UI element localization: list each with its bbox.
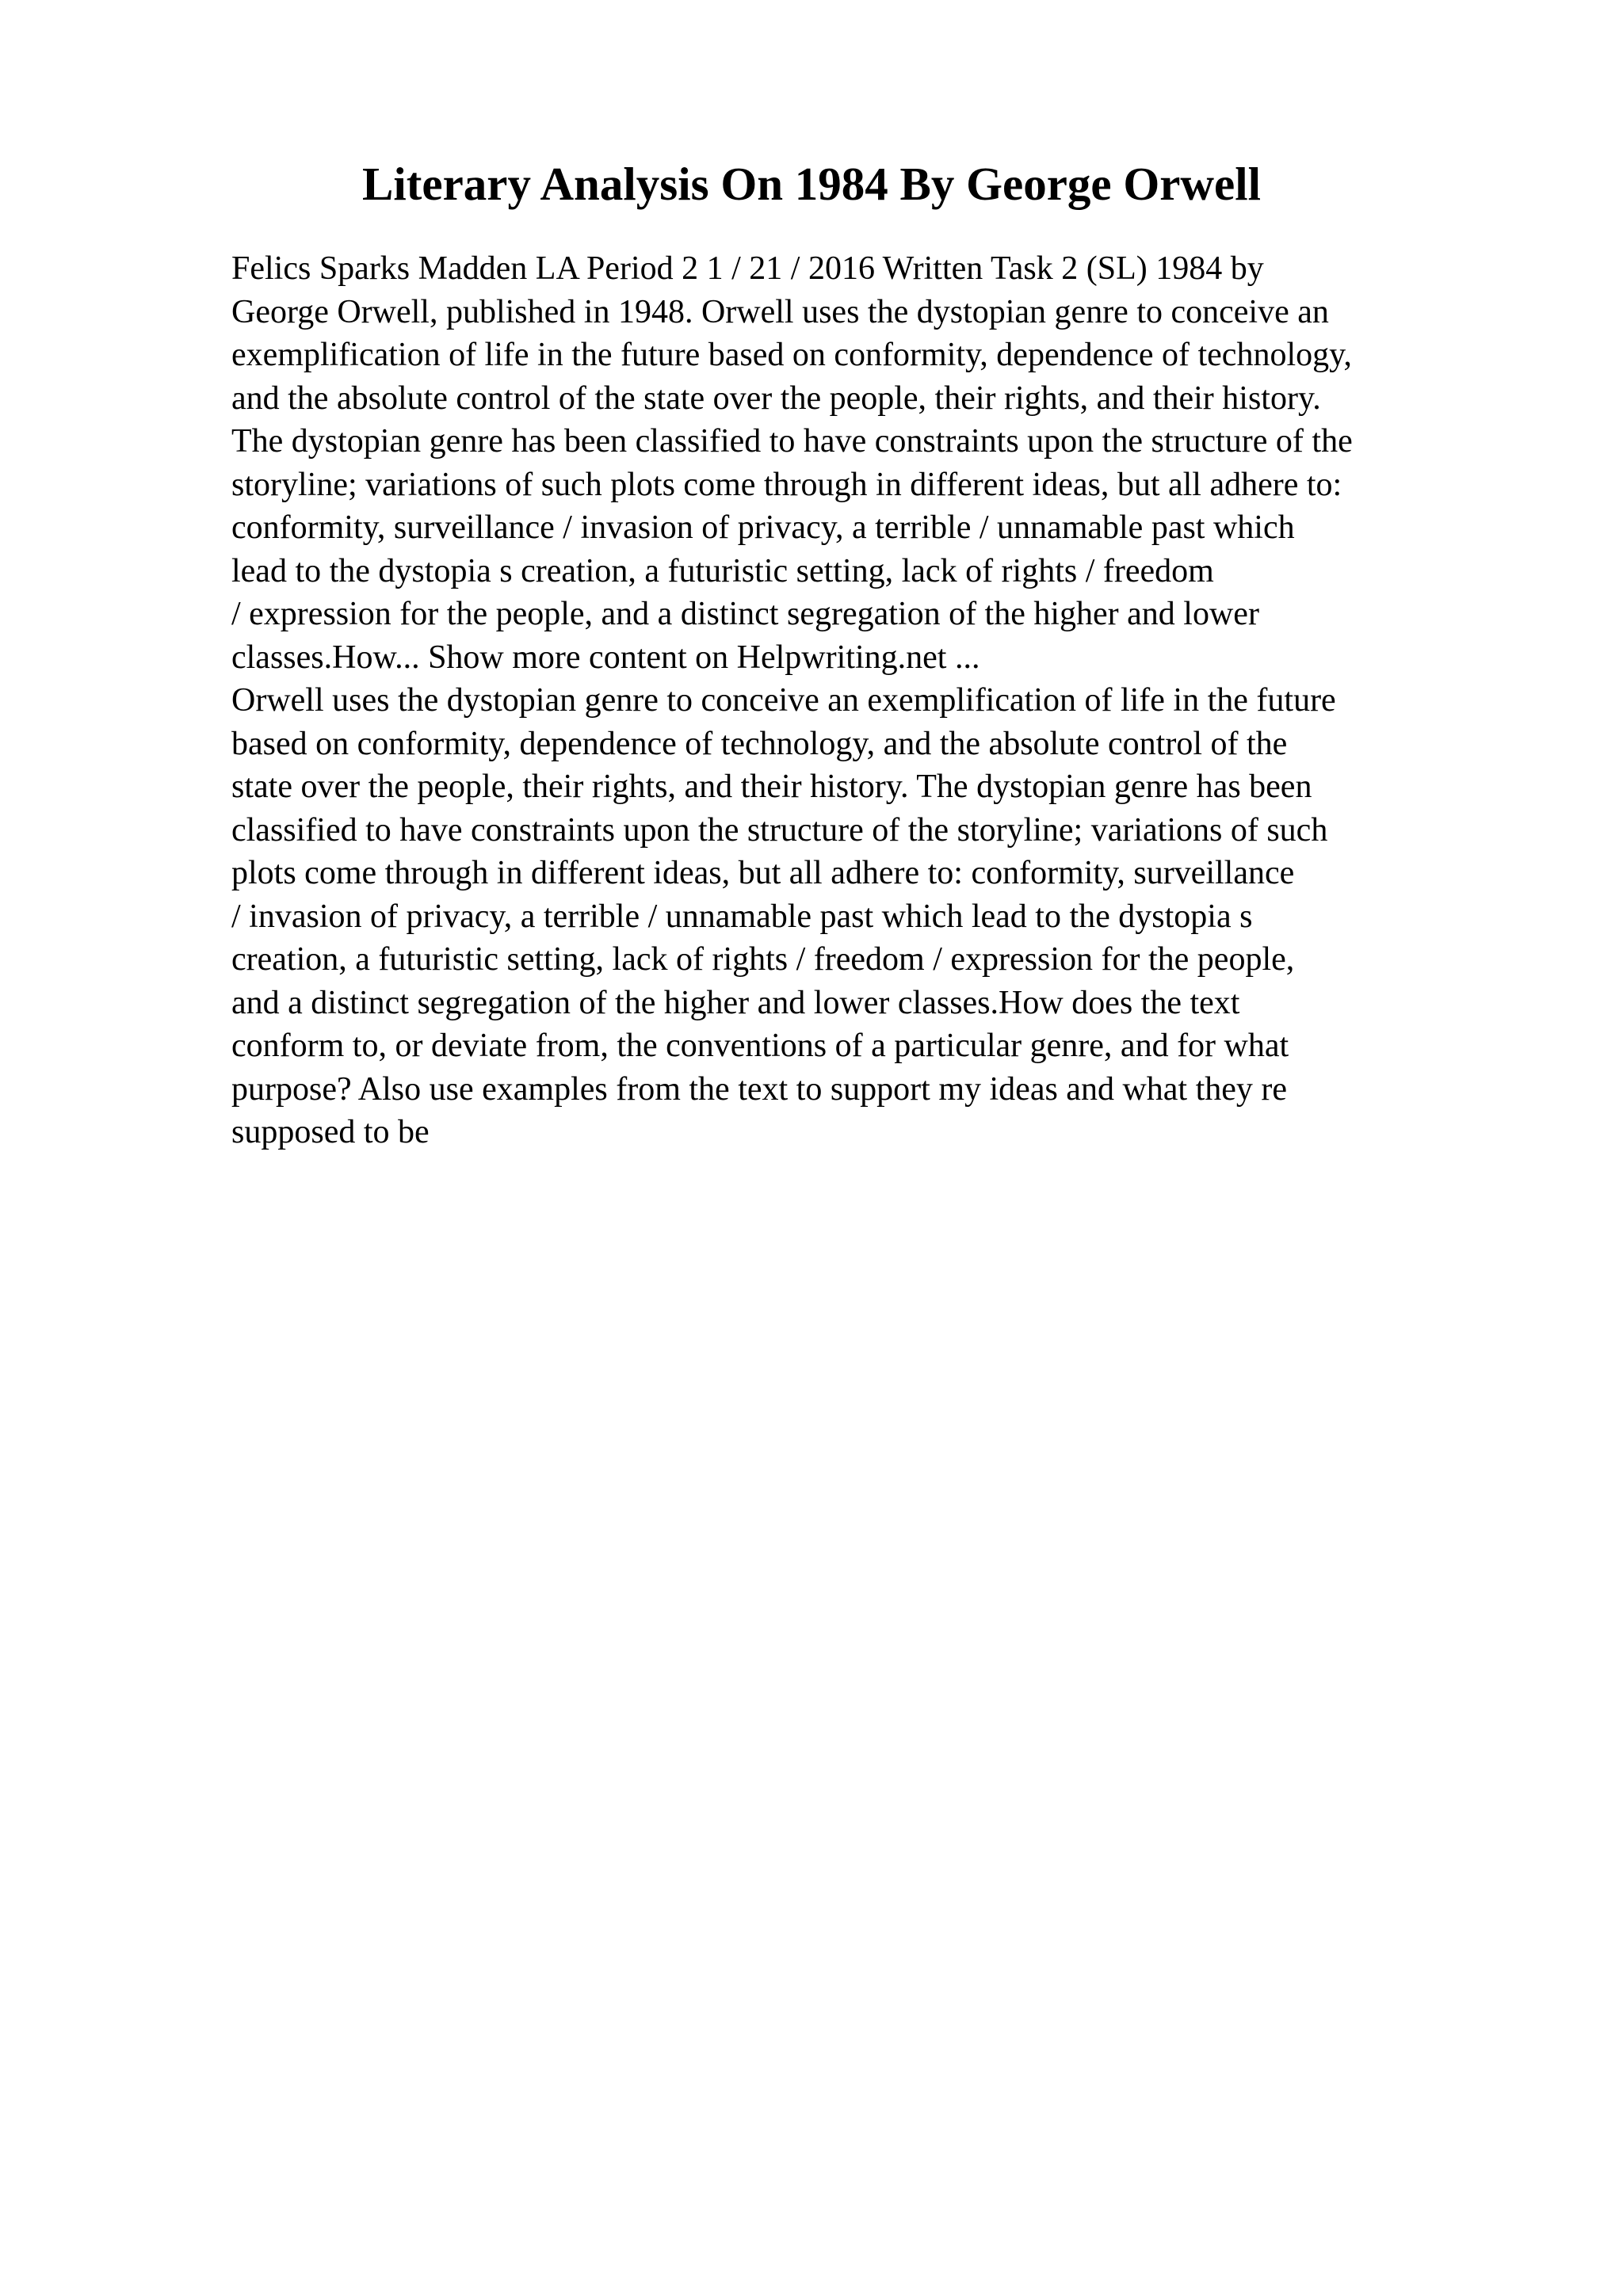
text-line: Felics Sparks Madden LA Period 2 1 / 21 / 2016 Written Task 2 (SL) 1984 by [231,250,1264,287]
text-line: lead to the dystopia s creation, a futuristic setting, lack of rights / freedom [231,552,1214,589]
text-line: plots come through in different ideas, but all adhere to: conformity, surveillance [231,855,1295,891]
text-line: conform to, or deviate from, the conventions of a particular genre, and for what [231,1028,1289,1064]
text-line: exemplification of life in the future based on conformity, dependence of technology, [231,337,1352,373]
text-line: purpose? Also use examples from the text to support my ideas and what they re [231,1070,1288,1108]
paragraph-1 [231,247,1531,679]
text-line: based on conformity, dependence of technology, and the absolute control of the [231,725,1288,762]
text-line: and the absolute control of the state over the people, their rights, and their history. [231,379,1321,417]
text-line: creation, a futuristic setting, lack of rights / freedom / expression for the people, [231,941,1295,978]
text-line: supposed to be [231,1114,430,1150]
text-line: George Orwell, published in 1948. Orwell uses the dystopian genre to conceive an [231,293,1329,330]
paragraph-2 [231,679,1531,1154]
document-title: Literary Analysis On 1984 By George Orwell [362,158,1261,210]
text-line: and a distinct segregation of the higher and lower classes.How does the text [231,984,1240,1021]
text-line: Orwell uses the dystopian genre to conceive an exemplification of life in the future [231,682,1336,719]
text-line: The dystopian genre has been classified to have constraints upon the structure of the [231,423,1353,460]
text-line: state over the people, their rights, and their history. The dystopian genre has been [231,769,1312,805]
text-line: conformity, surveillance / invasion of privacy, a terrible / unnamable past which [231,509,1295,546]
text-line: classified to have constraints upon the structure of the storyline; variations of such [231,811,1328,849]
text-line: / invasion of privacy, a terrible / unnamable past which lead to the dystopia s [231,898,1253,935]
text-line: storyline; variations of such plots come through in different ideas, but all adhere to: [231,466,1342,503]
text-line: classes.How... Show more content on Helpwriting.net ... [231,639,980,676]
text-line: / expression for the people, and a distinct segregation of the higher and lower [231,596,1259,632]
